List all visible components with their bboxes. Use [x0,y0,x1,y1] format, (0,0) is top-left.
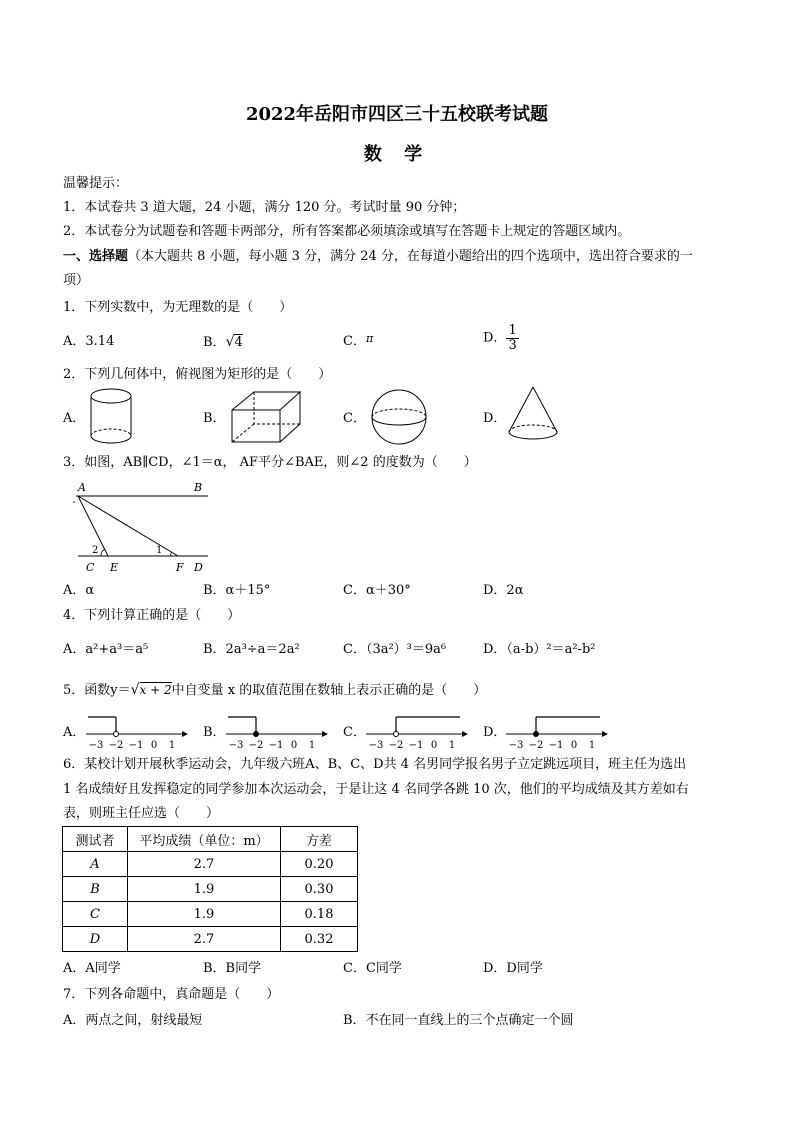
tick-label: −2 [108,740,124,751]
table-cell: 2.7 [128,852,281,877]
point-label-b: B [194,481,203,494]
parallel-lines-figure [70,478,220,576]
q2-label-c: C． [343,411,366,426]
page-title: 2022年岳阳市四区三十五校联考试题 [245,104,549,125]
section-1-title: 一、选择题 [63,249,129,264]
tick-label: −1 [408,740,424,751]
table-header: 方差 [281,827,358,852]
q6-line-1: 6．某校计划开展秋季运动会，九年级六班A、B、C、D共 4 名男同学报名男子立定跳远项目，班主任为选出 [63,757,687,772]
q5-label-c: C． [343,725,366,740]
q4-option-b: B．2a³÷a＝2a² [203,642,300,657]
q4-option-d: D．（a-b）²＝a²-b² [483,642,596,657]
q5-label-d: D． [483,725,507,740]
tick-label: −3 [228,740,244,751]
number-line-a [84,712,190,752]
q1-option-d-label: D． [483,330,507,346]
tick-label: −2 [248,740,264,751]
q6-option-c: C．C同学 [343,961,402,976]
table-row [63,927,358,952]
tick-label: −1 [128,740,144,751]
tick-label: 1 [588,740,596,751]
q7-stem: 7．下列各命题中，真命题是（ ） [63,987,280,1002]
table-cell: B [63,877,128,902]
q6-option-d: D．D同学 [483,961,543,976]
tick-label: 0 [570,740,578,751]
q5-stem [63,681,486,700]
table-cell: 0.20 [281,852,358,877]
table-header-row [63,827,358,852]
q5-label-b: B． [203,725,226,740]
q1-stem: 1．下列实数中，为无理数的是（ ） [63,300,293,315]
cylinder-figure [86,386,136,446]
table-cell: D [63,927,128,952]
table-row [63,902,358,927]
tick-label: −1 [268,740,284,751]
tick-label: −3 [368,740,384,751]
q1-option-b-label: B． [203,335,226,350]
tick-label: −3 [508,740,524,751]
q4-option-a: A．a²+a³＝a⁵ [63,642,149,657]
cuboid-figure [228,388,304,446]
sqrt-symbol: √ [130,682,140,698]
q2-label-d: D． [483,411,507,426]
tick-label: 0 [150,740,158,751]
point-label-e: E [110,561,119,574]
q4-stem: 4．下列计算正确的是（ ） [63,608,241,623]
section-1-heading [63,248,693,266]
number-line-d [504,712,610,752]
q6-line-2: 1 名成绩好且发挥稳定的同学参加本次运动会，于是让这 4 名同学各跳 10 次，他们的平均成绩及其方差如右 [63,782,689,797]
q5-radicand: x + 2 [139,683,172,697]
section-1-desc: （本大题共 8 小题，每小题 3 分，满分 24 分，在每道小题给出的四个选项中，选出符合要求的一 [128,249,693,264]
fraction [506,324,518,353]
tick-label: −2 [528,740,544,751]
notice-label: 温馨提示： [63,176,129,191]
q6-option-a: A．A同学 [63,961,121,976]
table-row [63,852,358,877]
scores-table [62,826,358,952]
q2-label-a: A． [63,411,86,426]
tick-label: 1 [308,740,316,751]
tick-label: 0 [430,740,438,751]
point-label-c: C [86,561,95,574]
q4-option-c: C．（3a²）³＝9a⁶ [343,642,447,657]
q5-stem-prefix: 5．函数y＝ [63,683,131,698]
table-header: 平均成绩（单位：m） [128,827,281,852]
q3-stem: 3．如图，AB∥CD，∠1＝α， AF平分∠BAE，则∠2 的度数为（ ） [63,455,477,470]
point-label-d: D [194,561,203,574]
q6-line-3: 表，则班主任应选（ ） [63,806,220,821]
tick-label: 1 [448,740,456,751]
number-line-c [364,712,470,752]
fraction-denominator: 3 [508,338,517,353]
q1-option-c-label: C． [343,334,366,349]
q7-option-b: B．不在同一直线上的三个点确定一个圆 [343,1013,574,1028]
tick-label: 0 [290,740,298,751]
pi-symbol: π [365,332,374,345]
tick-label: −3 [88,740,104,751]
q7-option-a: A．两点之间，射线最短 [63,1013,203,1028]
table-cell: C [63,902,128,927]
section-1-desc-2: 项） [63,273,90,288]
tick-label: −1 [548,740,564,751]
sphere-figure [368,388,430,446]
point-label-a: A [78,481,86,494]
table-cell: 0.18 [281,902,358,927]
point-label-f: F [176,561,184,574]
q1-option-b [203,333,243,352]
q3-option-d: D．2α [483,583,524,598]
q3-option-c: C．α＋30° [343,583,411,598]
q1-option-d [483,324,519,353]
table-cell: 1.9 [128,877,281,902]
angle-label-2: 2 [92,545,99,556]
q1-option-a: A．3.14 [63,334,115,349]
subject-title: 数 学 [363,144,431,165]
number-line-b [224,712,330,752]
q5-stem-suffix: 中自变量 x 的取值范围在数轴上表示正确的是（ ） [171,683,487,698]
tick-label: 1 [168,740,176,751]
table-header: 测试者 [63,827,128,852]
table-cell: A [63,852,128,877]
fraction-numerator: 1 [508,323,517,338]
tick-label: −2 [388,740,404,751]
table-cell: 1.9 [128,902,281,927]
q2-label-b: B． [203,411,226,426]
q2-stem: 2．下列几何体中，俯视图为矩形的是（ ） [63,367,332,382]
notice-item-1: 1．本试卷共 3 道大题，24 小题，满分 120 分。考试时量 90 分钟； [63,200,466,215]
cone-figure [505,384,561,444]
q3-option-a: A．α [63,583,95,598]
q3-option-b: B．α＋15° [203,583,271,598]
q6-option-b: B．B同学 [203,961,262,976]
q1-option-b-radicand: 4 [234,335,243,350]
q5-label-a: A． [63,725,86,740]
sqrt-symbol: √ [225,334,235,350]
angle-label-1: 1 [156,545,163,556]
table-cell: 0.30 [281,877,358,902]
table-cell: 2.7 [128,927,281,952]
table-row [63,877,358,902]
notice-item-2: 2．本试卷分为试题卷和答题卡两部分，所有答案都必须填涂或填写在答题卡上规定的答题区域内。 [63,224,631,239]
q1-option-c [343,333,373,351]
table-cell: 0.32 [281,927,358,952]
